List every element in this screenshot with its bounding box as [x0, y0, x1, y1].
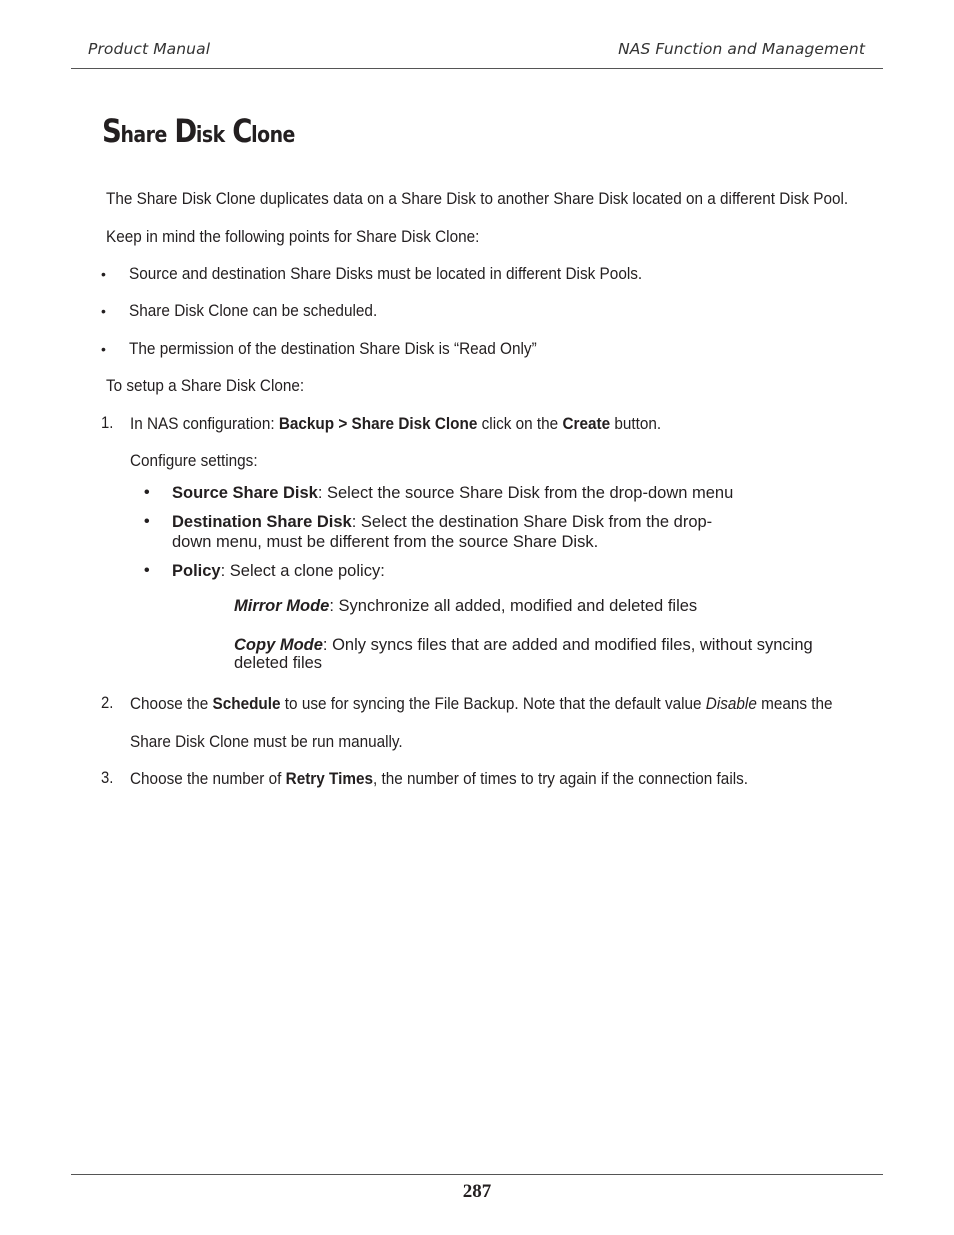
point-item: Share Disk Clone can be scheduled.	[129, 302, 378, 320]
step-number: 2.	[101, 694, 114, 712]
setting-policy: Policy: Select a clone policy:	[172, 562, 385, 580]
running-header-right: NAS Function and Management	[618, 40, 865, 58]
step-2-text: Choose the Schedule to use for syncing the File Backup. Note that the default value Disable means the	[130, 694, 833, 713]
setting-bullet: •	[144, 484, 150, 501]
intro-paragraph: The Share Disk Clone duplicates data on a Share Disk to another Share Disk located on a different Disk Pool.	[106, 189, 849, 208]
setting-destination-cont: down menu, must be different from the source Share Disk.	[172, 533, 599, 551]
page-number: 287	[462, 1181, 492, 1202]
header-rule	[71, 68, 883, 69]
point-bullet: •	[101, 266, 106, 282]
step-2-text-cont: Share Disk Clone must be run manually.	[130, 732, 403, 751]
configure-settings-label: Configure settings:	[130, 451, 258, 470]
step-number: 3.	[101, 769, 114, 787]
step-3-text: Choose the number of Retry Times, the number of times to try again if the connection fails.	[130, 769, 749, 788]
setting-source: Source Share Disk: Select the source Share Disk from the drop-down menu	[172, 484, 734, 502]
mode-copy: Copy Mode: Only syncs files that are added and modified files, without syncing	[234, 636, 813, 654]
mode-copy-cont: deleted files	[234, 654, 323, 672]
point-item: The permission of the destination Share Disk is “Read Only”	[129, 340, 537, 358]
setup-intro: To setup a Share Disk Clone:	[106, 376, 305, 395]
section-title: Share Disk Clone	[102, 112, 295, 150]
setting-bullet: •	[144, 513, 150, 530]
point-bullet: •	[101, 303, 106, 319]
setting-bullet: •	[144, 562, 150, 579]
point-bullet: •	[101, 341, 106, 357]
mode-mirror: Mirror Mode: Synchronize all added, modified and deleted files	[234, 597, 698, 615]
keep-in-mind-paragraph: Keep in mind the following points for Share Disk Clone:	[106, 227, 480, 246]
point-item: Source and destination Share Disks must be located in different Disk Pools.	[129, 265, 643, 283]
step-1-text: In NAS configuration: Backup > Share Disk Clone click on the Create button.	[130, 414, 662, 433]
step-number: 1.	[101, 414, 114, 432]
setting-destination: Destination Share Disk: Select the destination Share Disk from the drop-	[172, 513, 713, 531]
running-header-left: Product Manual	[88, 40, 211, 58]
footer-rule	[71, 1174, 883, 1175]
